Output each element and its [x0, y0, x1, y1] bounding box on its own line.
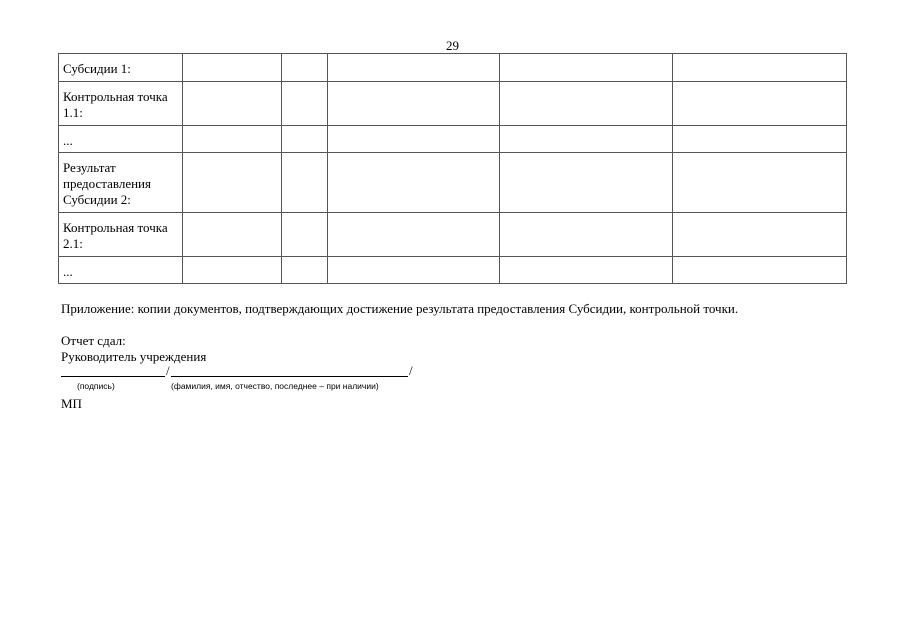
table-cell	[500, 153, 673, 213]
signature-caption: (подпись)	[77, 381, 115, 391]
signature-line	[61, 376, 165, 377]
table-cell	[500, 54, 673, 82]
table-cell	[183, 257, 282, 284]
row-label: ...	[59, 257, 183, 284]
signature-slash-right: /	[409, 363, 413, 378]
table-cell	[282, 54, 328, 82]
table-cell	[282, 82, 328, 126]
table-cell	[328, 126, 500, 153]
table-row	[59, 126, 847, 153]
row-label: ...	[59, 126, 183, 153]
table-cell	[673, 126, 847, 153]
row-label: Контрольная точка 1.1:	[59, 82, 183, 126]
table-cell	[183, 213, 282, 257]
table-cell	[282, 126, 328, 153]
table-cell	[500, 82, 673, 126]
table-cell	[282, 213, 328, 257]
table-cell	[673, 54, 847, 82]
table-row	[59, 153, 847, 213]
table-cell	[183, 153, 282, 213]
full-name-caption: (фамилия, имя, отчество, последнее – при наличии)	[171, 381, 379, 391]
table-cell	[673, 213, 847, 257]
table-cell	[500, 126, 673, 153]
table-cell	[183, 54, 282, 82]
table-row	[59, 54, 847, 82]
table-row	[59, 213, 847, 257]
table-cell	[500, 257, 673, 284]
table-cell	[328, 82, 500, 126]
row-label: Субсидии 1:	[59, 54, 183, 82]
table-cell	[673, 82, 847, 126]
row-label: Результат предоставления Субсидии 2:	[59, 153, 183, 213]
report-table	[58, 53, 847, 284]
attachment-note: Приложение: копии документов, подтверждающих достижение результата предоставления Субсидии, контрольной точки.	[61, 301, 739, 316]
table-cell	[282, 153, 328, 213]
row-label: Контрольная точка 2.1:	[59, 213, 183, 257]
table-cell	[673, 153, 847, 213]
table-row	[59, 82, 847, 126]
table-cell	[328, 213, 500, 257]
stamp-label: МП	[61, 396, 82, 411]
full-name-line	[171, 376, 408, 377]
table-cell	[183, 82, 282, 126]
report-submitted-label: Отчет сдал:	[61, 333, 126, 348]
page-number: 29	[446, 38, 459, 53]
table-cell	[673, 257, 847, 284]
table-cell	[328, 153, 500, 213]
signature-slash-left: /	[166, 363, 170, 378]
table-cell	[328, 257, 500, 284]
table-cell	[328, 54, 500, 82]
table-cell	[183, 126, 282, 153]
table-row	[59, 257, 847, 284]
table-cell	[500, 213, 673, 257]
head-role-label: Руководитель учреждения	[61, 349, 207, 364]
table-cell	[282, 257, 328, 284]
